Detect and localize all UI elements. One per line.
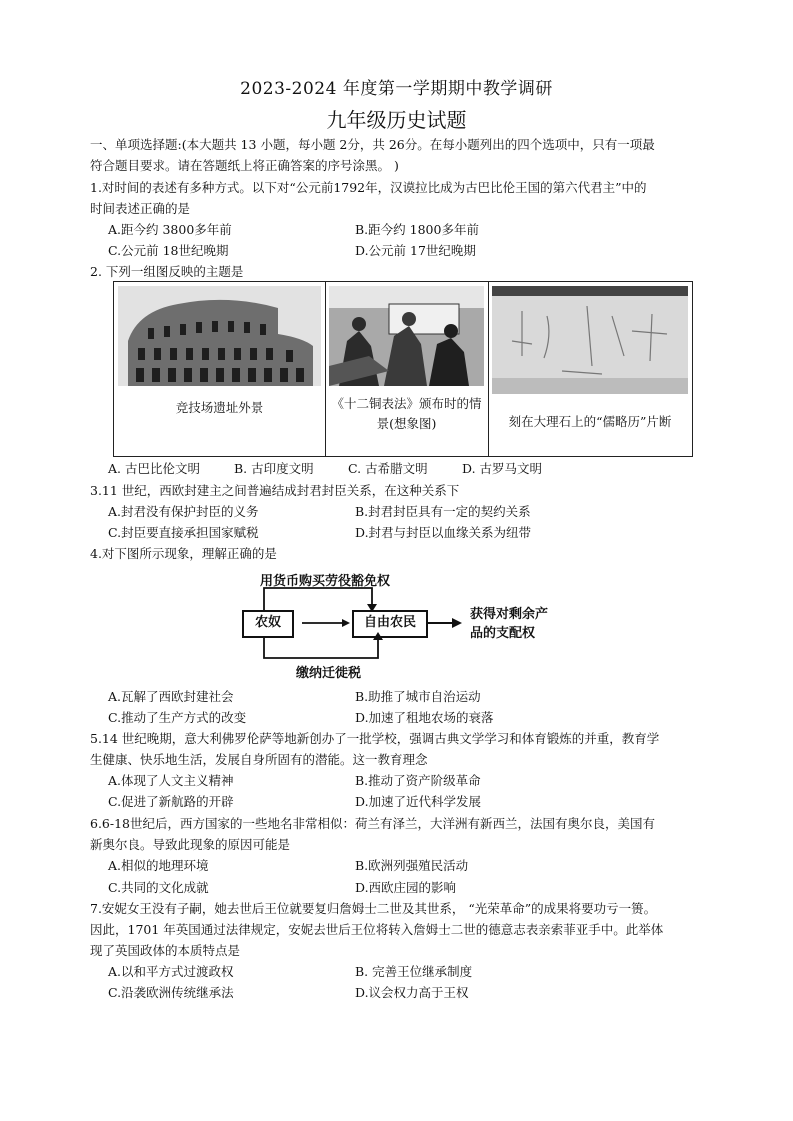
julian-calendar-image: [492, 286, 688, 394]
exam-subtitle: 九年级历史试题: [326, 108, 467, 132]
q5-option-c: C.促进了新航路的开辟: [108, 794, 234, 809]
q4-option-b: B.助推了城市自治运动: [355, 689, 481, 704]
q2-option-b: B. 古印度文明: [234, 461, 314, 476]
q7-stem-line2: 因此，1701 年英国通过法律规定，安妮去世后王位将转入詹姆士二世的德意志表亲索菲亚手中。此举体: [90, 922, 664, 937]
q7-stem-line1: 7.安妮女王没有子嗣，她去世后王位就要复归詹姆士二世及其世系， “光荣革命”的成果将要功亏一篑。: [90, 901, 657, 916]
q5-option-a: A.体现了人文主义精神: [108, 773, 234, 788]
q2-image-cell-colosseum: [114, 282, 326, 456]
julian-calendar-photo: [492, 286, 688, 394]
q6-option-a: A.相似的地理环境: [108, 858, 209, 873]
diagram-right-label-2: 品的支配权: [470, 626, 536, 641]
q4-option-c: C.推动了生产方式的改变: [108, 710, 247, 725]
arrow-right-head-1: [342, 619, 350, 627]
q6-option-c: C.共同的文化成就: [108, 880, 209, 895]
q5-option-b: B.推动了资产阶级革命: [355, 773, 481, 788]
q1-option-a: A.距今约 3800多年前: [108, 222, 232, 237]
q7-option-c: C.沿袭欧洲传统继承法: [108, 985, 234, 1000]
q1-option-d: D.公元前 17世纪晚期: [355, 243, 476, 258]
twelve-tables-photo: [329, 286, 484, 386]
exam-title: 2023-2024 年度第一学期期中教学调研: [240, 79, 553, 99]
q3-option-c: C.封臣要直接承担国家赋税: [108, 525, 259, 540]
q3-option-b: B.封君封臣具有一定的契约关系: [355, 504, 531, 519]
q2-image-table: [113, 281, 693, 457]
q2-image-cell-twelve-tables: [325, 282, 489, 456]
q2-option-a: A. 古巴比伦文明: [108, 461, 200, 476]
q4-option-d: D.加速了租地农场的衰落: [355, 710, 494, 725]
q6-stem-line2: 新奥尔良。导致此现象的原因可能是: [90, 837, 291, 852]
q5-option-d: D.加速了近代科学发展: [355, 794, 482, 809]
q2-image-cell-julian-calendar: [488, 282, 692, 456]
diagram-top-label: 用货币购买劳役豁免权: [260, 574, 391, 589]
q6-stem-line1: 6.6-18世纪后，西方国家的一些地名非常相似：荷兰有泽兰，大洋洲有新西兰，法国有奥尔良，美国有: [90, 816, 656, 831]
q1-option-b: B.距今约 1800多年前: [355, 222, 479, 237]
q5-stem-line2: 生健康、快乐地生活，发展自身所固有的潜能。这一教育理念: [90, 752, 428, 767]
q2-caption-colosseum: 竞技场遗址外景: [175, 400, 264, 415]
q2-option-d: D. 古罗马文明: [462, 461, 543, 476]
diagram-box-free-peasant: 自由农民: [352, 610, 428, 638]
q1-stem-line1: 1.对时间的表述有多种方式。以下对“公元前1792年，汉谟拉比成为古巴比伦王国的第六代君主”中的: [90, 180, 647, 195]
q4-stem: 4.对下图所示现象，理解正确的是: [90, 546, 277, 561]
q3-option-d: D.封君与封臣以血缘关系为纽带: [355, 525, 532, 540]
q2-option-c: C. 古希腊文明: [348, 461, 428, 476]
diagram-right-label-1: 获得对剩余产: [470, 607, 549, 622]
twelve-tables-image: [329, 286, 484, 386]
q7-option-d: D.议会权力高于王权: [355, 985, 469, 1000]
q7-option-b: B. 完善王位继承制度: [355, 964, 473, 979]
q6-option-d: D.西欧庄园的影响: [355, 880, 457, 895]
section-instruction-line1: 一、单项选择题:(本大题共 13 小题，每小题 2分，共 26分。在每小题列出的四个选项中，只有一项最: [90, 137, 655, 152]
q2-stem: 2. 下列一组图反映的主题是: [90, 264, 244, 279]
q4-option-a: A.瓦解了西欧封建社会: [108, 689, 234, 704]
colosseum-image: [118, 286, 321, 386]
q2-caption-twelve-tables: 《十二铜表法》颁布时的情景(想象图): [331, 396, 482, 431]
colosseum-photo: [118, 286, 321, 386]
q4-flow-diagram: [238, 570, 588, 680]
q3-stem: 3.11 世纪，西欧封建主之间普遍结成封君封臣关系，在这种关系下: [90, 483, 460, 498]
arrow-right-head-2: [452, 618, 462, 628]
diagram-bottom-label: 缴纳迁徙税: [296, 666, 362, 681]
diagram-box-serf: 农奴: [242, 610, 294, 638]
q7-option-a: A.以和平方式过渡政权: [108, 964, 234, 979]
section-instruction-line2: 符合题目要求。请在答题纸上将正确答案的序号涂黑。 ): [90, 158, 399, 173]
q6-option-b: B.欧洲列强殖民活动: [355, 858, 469, 873]
q1-stem-line2: 时间表述正确的是: [90, 201, 191, 216]
q1-option-c: C.公元前 18世纪晚期: [108, 243, 229, 258]
q7-stem-line3: 现了英国政体的本质特点是: [90, 943, 241, 958]
q5-stem-line1: 5.14 世纪晚期，意大利佛罗伦萨等地新创办了一批学校，强调古典文学学习和体育锻炼的并重，教育学: [90, 731, 660, 746]
q3-option-a: A.封君没有保护封臣的义务: [108, 504, 259, 519]
q2-caption-julian-calendar: 刻在大理石上的“儒略历”片断: [508, 414, 672, 429]
